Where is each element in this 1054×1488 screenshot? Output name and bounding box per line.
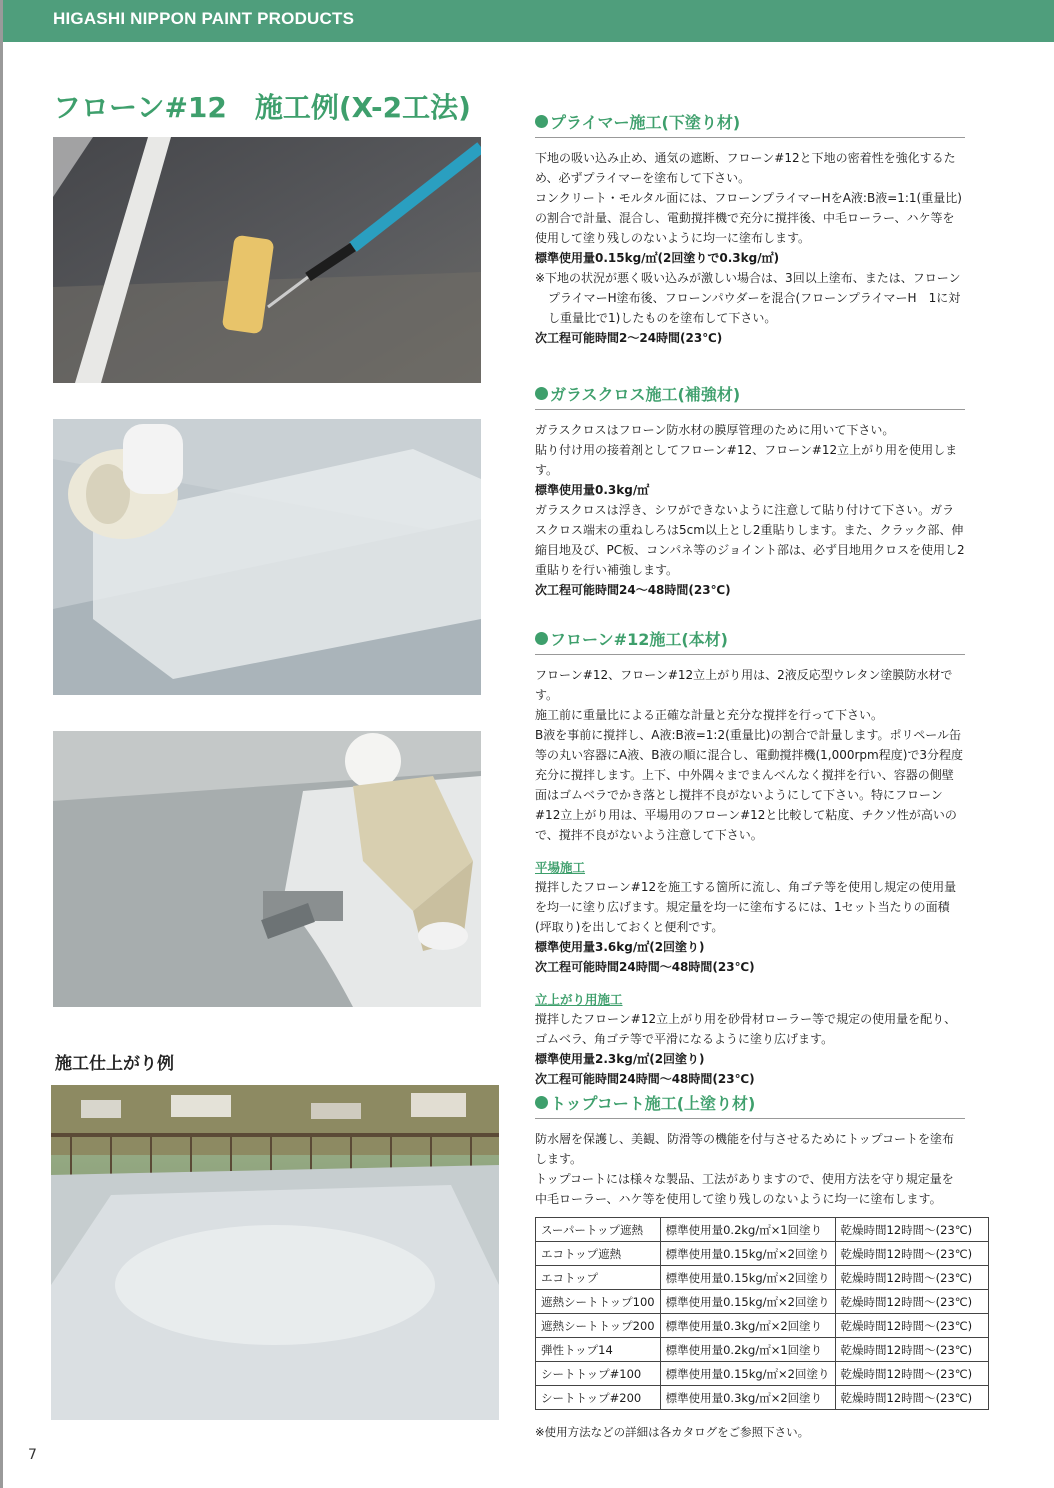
section-heading [535, 380, 965, 410]
table-row [536, 1290, 989, 1314]
dry-time-cell: 乾燥時間12時間〜(23℃) [835, 1338, 988, 1362]
paragraph: 貼り付け用の接着剤としてフローン#12、フローン#12立上がり用を使用します。 [535, 443, 958, 477]
product-name: エコトップ [536, 1266, 661, 1290]
section-title: フローン#12施工(本材) [550, 629, 728, 649]
section-title: トップコート施工(上塗り材) [550, 1093, 756, 1113]
product-name: スーパートップ遮熱 [536, 1218, 661, 1242]
usage-cell: 標準使用量0.15kg/㎡×2回塗り [660, 1290, 835, 1314]
paragraph: フローン#12、フローン#12立上がり用は、2液反応型ウレタン塗膜防水材です。 [535, 668, 953, 702]
main-coat-photo [53, 731, 481, 1007]
table-row [536, 1242, 989, 1266]
dry-time-cell: 乾燥時間12時間〜(23℃) [835, 1266, 988, 1290]
header-band [3, 0, 1054, 42]
product-name: シートトップ#100 [536, 1362, 661, 1386]
usage-cell: 標準使用量0.15kg/㎡×2回塗り [660, 1242, 835, 1266]
dry-time-cell: 乾燥時間12時間〜(23℃) [835, 1242, 988, 1266]
primer-application-photo [53, 137, 481, 383]
brand-label: HIGASHI NIPPON PAINT PRODUCTS [53, 9, 355, 28]
bullet-dot-icon [535, 632, 548, 645]
next-step-time: 次工程可能時間24時間〜48時間(23℃) [535, 1072, 755, 1086]
paragraph: コンクリート・モルタル面には、フローンプライマーHをA液:B液=1:1(重量比)の割合で計量、混合し、電動撹拌機で充分に撹拌後、中毛ローラー、ハケ等を使用して塗り残しのないように均一に塗布します。 [535, 191, 962, 245]
usage-cell: 標準使用量0.15kg/㎡×2回塗り [660, 1266, 835, 1290]
flat-area-subheading: 平場施工 [535, 860, 586, 875]
product-name: シートトップ#200 [536, 1386, 661, 1410]
section-heading [535, 108, 965, 138]
paragraph: トップコートには様々な製品、工法がありますので、使用方法を守り規定量を中毛ローラー、ハケ等を使用して塗り残しのないように均一に塗布します。 [535, 1172, 954, 1206]
table-row [536, 1338, 989, 1362]
section-title: プライマー施工(下塗り材) [550, 112, 741, 132]
table-row [536, 1386, 989, 1410]
section-heading [535, 625, 965, 655]
topcoat-section [535, 1089, 965, 1209]
table-row [536, 1362, 989, 1386]
next-step-time: 次工程可能時間24時間〜48時間(23℃) [535, 960, 755, 974]
next-step-time: 次工程可能時間2〜24時間(23℃) [535, 331, 723, 345]
table-row [536, 1314, 989, 1338]
paragraph: ガラスクロスは浮き、シワができないように注意して貼り付けて下さい。ガラスクロス端末の重ねしろは5cm以上とし2重貼りします。また、クラック部、伸縮目地及び、PC板、コンパネ等のジョイント部は、必ず目地用クロスを使用し2重貼りを行い補強します。 [535, 503, 965, 577]
table-row [536, 1218, 989, 1242]
product-name: 遮熱シートトップ200 [536, 1314, 661, 1338]
product-name: 弾性トップ14 [536, 1338, 661, 1362]
paragraph: 下地の吸い込み止め、通気の遮断、フローン#12と下地の密着性を強化するため、必ずプライマーを塗布して下さい。 [535, 151, 956, 185]
product-name: エコトップ遮熱 [536, 1242, 661, 1266]
bullet-dot-icon [535, 115, 548, 128]
page-edge-rule [0, 0, 3, 1488]
dry-time-cell: 乾燥時間12時間〜(23℃) [835, 1386, 988, 1410]
next-step-time: 次工程可能時間24〜48時間(23℃) [535, 583, 731, 597]
dry-time-cell: 乾燥時間12時間〜(23℃) [835, 1290, 988, 1314]
dry-time-cell: 乾燥時間12時間〜(23℃) [835, 1218, 988, 1242]
paragraph: 撹拌したフローン#12を施工する箇所に流し、角ゴテ等を使用し規定の使用量を均一に塗り広げます。規定量を均一に塗布するには、1セット当たりの面積(坪取り)を出しておくと便利です。 [535, 880, 957, 934]
primer-section [535, 108, 965, 348]
main-material-section [535, 625, 965, 1089]
paragraph: ガラスクロスはフローン防水材の膜厚管理のために用いて下さい。 [535, 423, 895, 437]
paragraph: B液を事前に撹拌し、A液:B液=1:2(重量比)の割合で計量します。ポリペール缶等の丸い容器にA液、B液の順に混合し、電動撹拌機(1,000rpm程度)で3分程度充分に撹拌します。上下、中外隅々までまんべんなく撹拌を行い、容器の側壁面はゴムベラでかき落とし撹拌不良がないようにして下さい。特にフローン#12立上がり用は、平場用のフローン#12と比較して粘度、チクソ性が高いので、撹拌不良がないよう注意して下さい。 [535, 728, 964, 842]
paragraph: 撹拌したフローン#12立上がり用を砂骨材ローラー等で規定の使用量を配り、ゴムベラ、角ゴテ等で平滑になるように塗り広げます。 [535, 1012, 957, 1046]
dry-time-cell: 乾燥時間12時間〜(23℃) [835, 1362, 988, 1386]
product-name: 遮熱シートトップ100 [536, 1290, 661, 1314]
usage-cell: 標準使用量0.15kg/㎡×2回塗り [660, 1362, 835, 1386]
page-number: 7 [28, 1447, 37, 1463]
bullet-dot-icon [535, 1096, 548, 1109]
note: ※下地の状況が悪く吸い込みが激しい場合は、3回以上塗布、または、フローンプライマーH塗布後、フローンパウダーを混合(フローンプライマーH 1に対し重量比で1)したものを塗布して下さい。 [535, 271, 961, 325]
rise-area-subheading: 立上がり用施工 [535, 992, 623, 1007]
table-row [536, 1266, 989, 1290]
standard-usage: 標準使用量0.15kg/㎡(2回塗りで0.3kg/㎡) [535, 251, 780, 265]
page-title: フローン#12 施工例(X-2工法) [53, 91, 471, 124]
finished-rooftop-photo [51, 1085, 499, 1420]
finish-example-caption: 施工仕上がり例 [55, 1054, 174, 1074]
glass-cloth-photo [53, 419, 481, 695]
usage-cell: 標準使用量0.3kg/㎡×2回塗り [660, 1386, 835, 1410]
bullet-dot-icon [535, 387, 548, 400]
standard-usage: 標準使用量2.3kg/㎡(2回塗り) [535, 1052, 705, 1066]
usage-cell: 標準使用量0.2kg/㎡×1回塗り [660, 1218, 835, 1242]
usage-cell: 標準使用量0.3kg/㎡×2回塗り [660, 1314, 835, 1338]
usage-cell: 標準使用量0.2kg/㎡×1回塗り [660, 1338, 835, 1362]
paragraph: 防水層を保護し、美観、防滑等の機能を付与させるためにトップコートを塗布します。 [535, 1132, 955, 1166]
paragraph: 施工前に重量比による正確な計量と充分な撹拌を行って下さい。 [535, 708, 884, 722]
standard-usage: 標準使用量0.3kg/㎡ [535, 483, 650, 497]
dry-time-cell: 乾燥時間12時間〜(23℃) [835, 1314, 988, 1338]
topcoat-table [535, 1217, 989, 1410]
section-title: ガラスクロス施工(補強材) [550, 384, 741, 404]
glass-cloth-section [535, 380, 965, 600]
standard-usage: 標準使用量3.6kg/㎡(2回塗り) [535, 940, 705, 954]
table-footnote: ※使用方法などの詳細は各カタログをご参照下さい。 [535, 1425, 810, 1439]
section-heading [535, 1089, 965, 1119]
